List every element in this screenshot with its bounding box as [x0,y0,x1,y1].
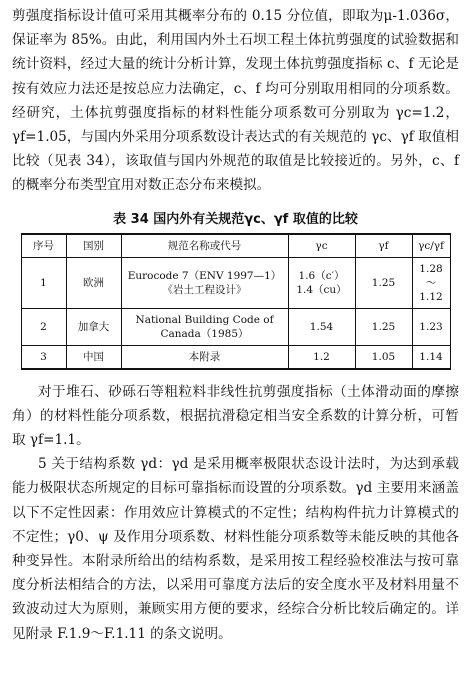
gamma-c-line: 1.4（cu） [296,283,347,296]
cell-code-name: 本附录 [121,345,288,369]
cell-no: 3 [21,345,66,369]
cell-country: 中国 [66,345,121,369]
cell-ratio: 1.23 [412,308,450,345]
paragraph-coarse-material: 对于堆石、砂砾石等粗粒料非线性抗剪强度指标（土体滑动面的摩擦角）的材料性能分项系数，根据抗滑稳定相当安全系数的计算分析，可暂取 γf=1.1。 [12,383,459,449]
cell-ratio: 1.28～1.12 [412,257,450,308]
cell-no: 2 [21,308,66,345]
cell-gamma-f: 1.05 [355,345,412,369]
header-gamma-c: γc [288,234,355,258]
cell-code-name [121,257,288,308]
cell-gamma-f: 1.25 [355,257,412,308]
code-name-line: 《岩土工程设计》 [162,283,247,296]
header-country: 国别 [66,234,121,258]
cell-code-name [121,308,288,345]
comparison-table [21,233,451,370]
header-code-name: 规范名称或代号 [121,234,288,258]
header-gamma-f: γf [355,234,412,258]
table-header-row [21,234,450,258]
paragraph-strength-indices: 剪强度指标设计值可采用其概率分布的 0.15 分位值，即取为μ-1.036σ，保证率为 85%。由此，利用国内外土石坝工程土体抗剪强度的试验数据和统计资料，经过大量的统计分析计算，发现土体抗剪强度指标 c、f 无论是按有效应力法还是按总应力法确定，c、f 均可分别取用相同的分项系数。经研究，土体抗剪强度指标的材料性能分项系数可分别取为 γc=1.2，γf=1.05，与国内外采用分项系数设计表达式的有关规范的 γc、γf 取值相比较（见表 34），该取值与国内外规范的取值是比较接近的。另外，c、f 的概率分布类型宜用对数正态分布来模拟。 [12,8,459,194]
table-row [21,257,450,308]
paragraph-structural-coefficient: 5 关于结构系数 γd：γd 是采用概率极限状态设计法时，为达到承载能力极限状态所规定的目标可靠指标而设置的分项系数。γd 主要用来涵盖以下不定性因素：作用效应计算模式的不定性；结构构件抗力计算模式的不定性；γ0、ψ 及作用分项系数、材料性能分项系数等未能反映的其他各种变异性。本附录所给出的结构系数，是采用按工程经验校准法与按可靠度分析法相结合的方法，以采用可靠度方法后的安全度水平及材料用量不致波动过大为原则，兼顾实用方便的要求，经综合分析比较后确定的。详见附录 F.1.9～F.1.11 的条文说明。 [12,456,459,642]
cell-country: 加拿大 [66,308,121,345]
code-name-line: Canada（1985） [160,327,249,340]
cell-gamma-c: 1.54 [288,308,355,345]
cell-gamma-c [288,257,355,308]
table-row [21,308,450,345]
gamma-c-line: 1.6（c′） [298,269,345,282]
cell-gamma-c: 1.2 [288,345,355,369]
code-name-line: Eurocode 7（ENV 1997—1） [127,269,282,282]
cell-country: 欧洲 [66,257,121,308]
header-ratio: γc/γf [412,234,450,258]
table-caption: 表 34 国内外有关规范γc、γf 取值的比较 [113,211,358,227]
cell-no: 1 [21,257,66,308]
header-no: 序号 [21,234,66,258]
table-row [21,345,450,369]
cell-ratio: 1.14 [412,345,450,369]
cell-gamma-f: 1.25 [355,308,412,345]
code-name-line: National Building Code of [135,313,274,326]
